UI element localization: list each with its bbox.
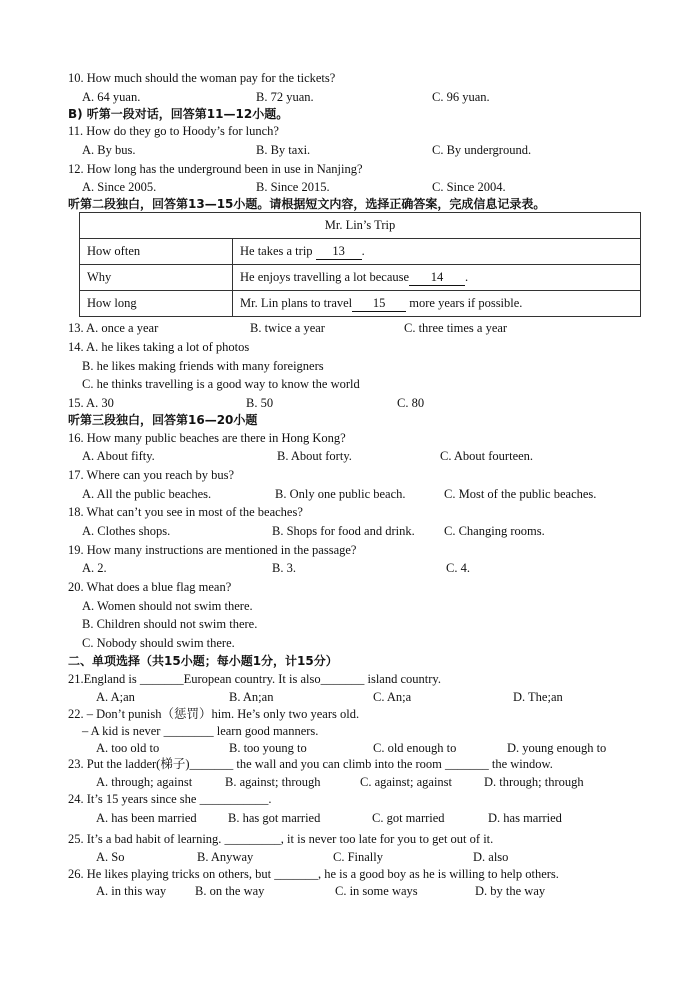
blank-13[interactable]: 13: [316, 244, 362, 260]
blank-14[interactable]: 14: [409, 270, 465, 286]
option-13b: B. twice a year: [250, 321, 325, 335]
option-25d: D. also: [473, 850, 509, 864]
option-26c: C. in some ways: [335, 884, 418, 898]
option-21b: B. An;an: [229, 690, 274, 704]
section-e-heading: 二、单项选择（共15小题；每小题1分，计15分）: [68, 654, 338, 668]
option-16a: A. About fifty.: [82, 449, 155, 463]
option-20b: B. Children should not swim there.: [82, 617, 258, 631]
option-15c: C. 80: [397, 396, 425, 410]
option-26a: A. in this way: [96, 884, 167, 898]
option-25a: A. So: [96, 850, 125, 864]
option-17b: B. Only one public beach.: [275, 487, 406, 501]
question-16: 16. How many public beaches are there in Hong Kong?: [68, 431, 346, 445]
question-26: 26. He likes playing tricks on others, but _______, he is a good boy as he is willing to help others.: [68, 867, 559, 881]
option-13a: 13. A. once a year: [68, 321, 159, 335]
option-26d: D. by the way: [475, 884, 546, 898]
table-title: Mr. Lin’s Trip: [80, 213, 641, 239]
row-key: How long: [80, 291, 233, 317]
option-24b: B. has got married: [228, 811, 321, 825]
option-25b: B. Anyway: [197, 850, 254, 864]
question-24: 24. It’s 15 years since she ___________.: [68, 792, 272, 806]
section-d-heading: 听第三段独白，回答第16—20小题: [68, 413, 258, 427]
option-23c: C. against; against: [360, 775, 452, 789]
option-23b: B. against; through: [225, 775, 321, 789]
option-22d: D. young enough to: [507, 741, 607, 755]
option-10b: B. 72 yuan.: [256, 90, 314, 104]
option-19c: C. 4.: [446, 561, 470, 575]
option-25c: C. Finally: [333, 850, 384, 864]
option-11b: B. By taxi.: [256, 143, 311, 157]
option-22b: B. too young to: [229, 741, 307, 755]
option-10c: C. 96 yuan.: [432, 90, 490, 104]
option-20c: C. Nobody should swim there.: [82, 636, 235, 650]
section-c-heading: 听第二段独白，回答第13—15小题。请根据短文内容，选择正确答案，完成信息记录表。: [68, 197, 546, 211]
option-18b: B. Shops for food and drink.: [272, 524, 415, 538]
question-20: 20. What does a blue flag mean?: [68, 580, 232, 594]
table-row: [80, 265, 641, 291]
option-14a: 14. A. he likes taking a lot of photos: [68, 340, 250, 354]
question-21: 21.England is _______European country. It is also_______ island country.: [68, 672, 441, 686]
question-19: 19. How many instructions are mentioned in the passage?: [68, 543, 357, 557]
option-11a: A. By bus.: [82, 143, 136, 157]
option-24d: D. has married: [488, 811, 562, 825]
question-25: 25. It’s a bad habit of learning. _________, it is never too late for you to get out of it.: [68, 832, 494, 846]
option-11c: C. By underground.: [432, 143, 532, 157]
option-12a: A. Since 2005.: [82, 180, 157, 194]
option-18a: A. Clothes shops.: [82, 524, 171, 538]
option-20a: A. Women should not swim there.: [82, 599, 253, 613]
option-19a: A. 2.: [82, 561, 107, 575]
option-22a: A. too old to: [96, 741, 160, 755]
row-value: Mr. Lin plans to travel 15 more years if possible.: [233, 291, 641, 317]
option-19b: B. 3.: [272, 561, 296, 575]
option-12b: B. Since 2015.: [256, 180, 330, 194]
option-17c: C. Most of the public beaches.: [444, 487, 597, 501]
question-22: 22. – Don’t punish（惩罚）him. He’s only two years old.: [68, 707, 360, 721]
question-23: 23. Put the ladder(梯子)_______ the wall and you can climb into the room _______ the window.: [68, 757, 553, 771]
table-row: [80, 239, 641, 265]
trip-record-table: [79, 212, 641, 317]
option-26b: B. on the way: [195, 884, 265, 898]
section-b-heading: B) 听第一段对话，回答第11—12小题。: [68, 107, 289, 121]
option-18c: C. Changing rooms.: [444, 524, 545, 538]
question-17: 17. Where can you reach by bus?: [68, 468, 235, 482]
option-22c: C. old enough to: [373, 741, 457, 755]
option-14b: B. he likes making friends with many foreigners: [82, 359, 324, 373]
question-12: 12. How long has the underground been in use in Nanjing?: [68, 162, 363, 176]
row-value: He enjoys travelling a lot because 14 .: [233, 265, 641, 291]
option-12c: C. Since 2004.: [432, 180, 506, 194]
question-18: 18. What can’t you see in most of the beaches?: [68, 505, 303, 519]
option-21d: D. The;an: [513, 690, 563, 704]
option-15b: B. 50: [246, 396, 274, 410]
blank-15[interactable]: 15: [352, 296, 406, 312]
option-16c: C. About fourteen.: [440, 449, 534, 463]
option-14c: C. he thinks travelling is a good way to know the world: [82, 377, 360, 391]
table-row: [80, 291, 641, 317]
option-21c: C. An;a: [373, 690, 412, 704]
option-17a: A. All the public beaches.: [82, 487, 212, 501]
option-15a: 15. A. 30: [68, 396, 114, 410]
question-22-reply: – A kid is never ________ learn good manners.: [82, 724, 319, 738]
option-23a: A. through; against: [96, 775, 193, 789]
question-10: 10. How much should the woman pay for the tickets?: [68, 71, 336, 85]
row-key: How often: [80, 239, 233, 265]
option-21a: A. A;an: [96, 690, 135, 704]
option-23d: D. through; through: [484, 775, 584, 789]
option-24c: C. got married: [372, 811, 445, 825]
option-16b: B. About forty.: [277, 449, 352, 463]
option-13c: C. three times a year: [404, 321, 508, 335]
option-10a: A. 64 yuan.: [82, 90, 141, 104]
row-value: He takes a trip 13 .: [233, 239, 641, 265]
question-11: 11. How do they go to Hoody’s for lunch?: [68, 124, 279, 138]
option-24a: A. has been married: [96, 811, 197, 825]
row-key: Why: [80, 265, 233, 291]
